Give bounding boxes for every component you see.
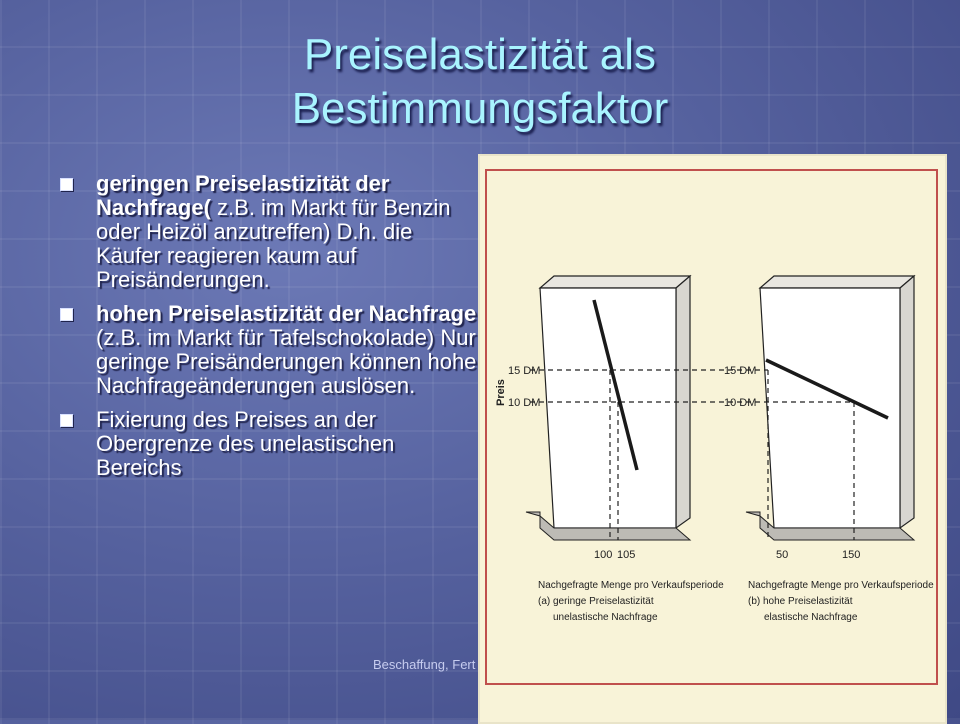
right-panel-front-face <box>760 288 900 528</box>
elasticity-figure <box>478 154 947 724</box>
bullet-item <box>60 408 480 480</box>
right-price-label-15: 15 DM <box>724 365 757 377</box>
left-price-label-15: 15 DM <box>508 365 541 377</box>
square-bullet-icon <box>60 308 73 321</box>
bullet-text: (z.B. im Markt für Tafelschokolade) Nur geringe Preisänderungen können hohe Nachfrageänderungen auslösen. <box>96 325 477 398</box>
title-line-2: Bestimmungsfaktor <box>291 84 669 133</box>
right-caption-line-2: (b) hohe Preiselastizität <box>748 596 853 607</box>
right-price-label-10: 10 DM <box>724 397 757 409</box>
left-caption-line-2: (a) geringe Preiselastizität <box>538 596 654 607</box>
bullet-item <box>60 302 480 398</box>
title-line-1: Preiselastizität als <box>303 30 657 79</box>
right-caption-line-1: Nachgefragte Menge pro Verkaufsperiode <box>748 580 934 591</box>
right-panel-top-face <box>760 276 914 288</box>
bullet-list <box>60 172 480 490</box>
left-caption-line-3: unelastische Nachfrage <box>553 612 658 623</box>
y-axis-label: Preis <box>495 379 507 406</box>
left-panel-top-face <box>540 276 690 288</box>
right-caption-line-3: elastische Nachfrage <box>764 612 858 623</box>
bullet-bold-text: geringen Preiselastizität der Nachfrage( <box>96 171 390 220</box>
right-panel-side-face <box>900 276 914 528</box>
left-price-label-10: 10 DM <box>508 397 541 409</box>
bullet-item <box>60 172 480 292</box>
elasticity-diagram <box>480 156 945 722</box>
bullet-text: Fixierung des Preises an der Obergrenze des unelastischen Bereichs <box>96 407 395 480</box>
square-bullet-icon <box>60 414 73 427</box>
bullet-text: z.B. im Markt für Benzin oder Heizöl anzutreffen) D.h. die Käufer reagieren kaum auf Preisänderungen. <box>96 195 451 292</box>
right-panel <box>746 276 914 540</box>
left-quantity-label-100: 100 <box>594 549 613 561</box>
left-panel-front-face <box>540 288 676 528</box>
bullet-bold-text: hohen Preiselastizität der Nachfrage <box>96 301 477 326</box>
left-quantity-label-105: 105 <box>617 549 636 561</box>
slide-title <box>0 28 960 136</box>
square-bullet-icon <box>60 178 73 191</box>
footer-text: Beschaffung, Fert <box>373 657 476 672</box>
left-panel <box>526 276 690 540</box>
right-quantity-label-50: 50 <box>776 549 789 561</box>
right-quantity-label-150: 150 <box>842 549 861 561</box>
left-caption-line-1: Nachgefragte Menge pro Verkaufsperiode <box>538 580 724 591</box>
